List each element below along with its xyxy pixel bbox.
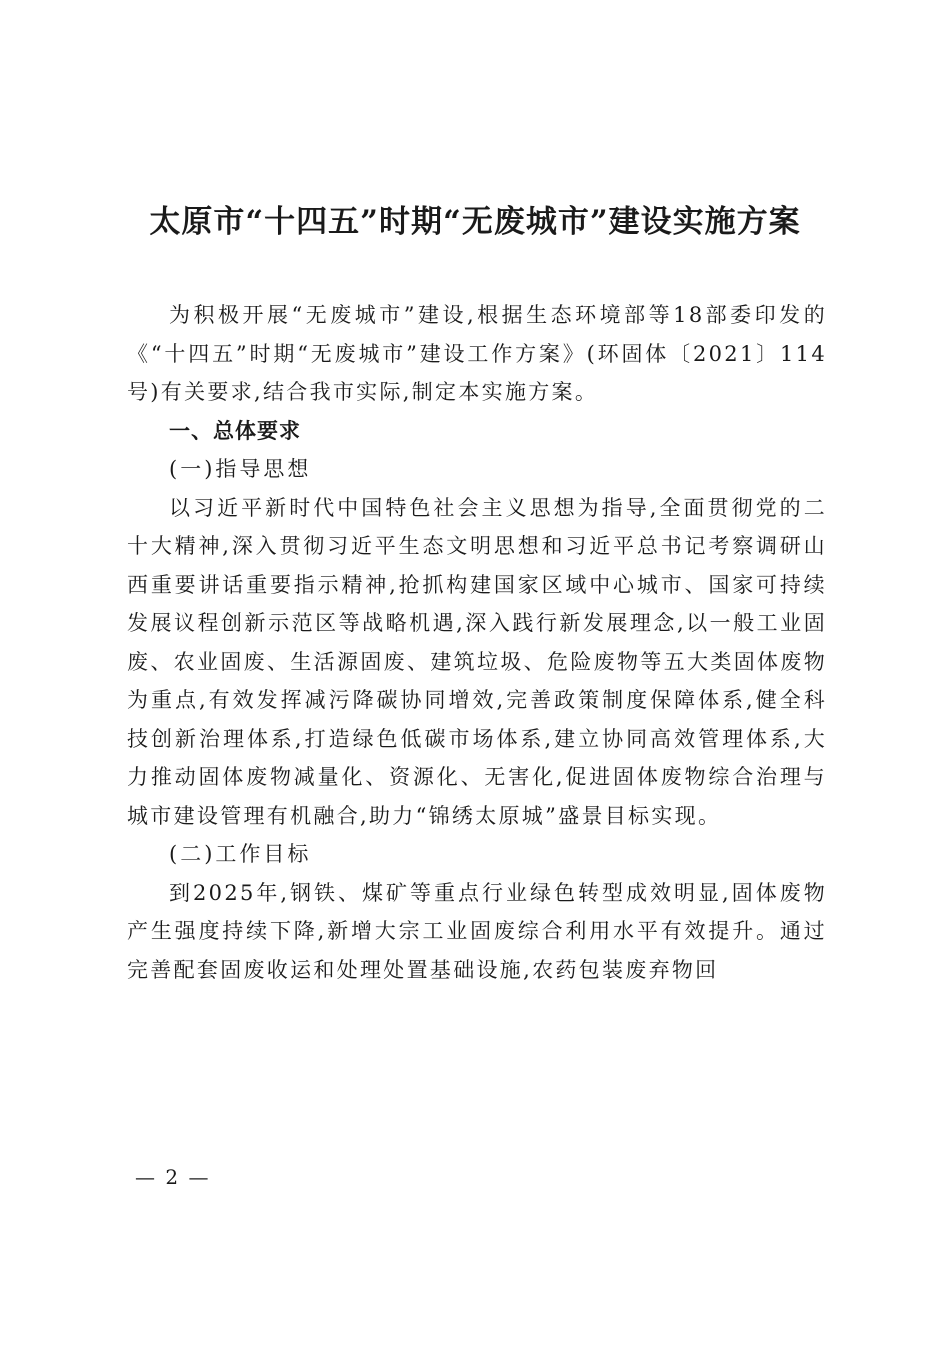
page-number: — 2 —: [135, 1165, 211, 1189]
section-heading: 一、总体要求: [169, 418, 301, 443]
intro-paragraph: 为积极开展“无废城市”建设,根据生态环境部等18部委印发的《“十四五”时期“无废城市”建设工作方案》(环固体〔2021〕114号)有关要求,结合我市实际,制定本实施方案。: [127, 303, 827, 404]
document-body: [127, 296, 827, 989]
work-goals-paragraph: 到2025年,钢铁、煤矿等重点行业绿色转型成效明显,固体废物产生强度持续下降,新增大宗工业固废综合利用水平有效提升。通过完善配套固废收运和处理处置基础设施,农药包装废弃物回: [127, 880, 827, 982]
document-title: 太原市“十四五”时期“无废城市”建设实施方案: [149, 204, 801, 240]
subsection-heading-work-goals: (二)工作目标: [169, 842, 312, 866]
guiding-thought-paragraph: 以习近平新时代中国特色社会主义思想为指导,全面贯彻党的二十大精神,深入贯彻习近平生态文明思想和习近平总书记考察调研山西重要讲话重要指示精神,抢抓构建国家区域中心城市、国家可持续发展议程创新示范区等战略机遇,深入践行新发展理念,以一般工业固废、农业固废、生活源固废、建筑垃圾、危险废物等五大类固体废物为重点,有效发挥减污降碳协同增效,完善政策制度保障体系,健全科技创新治理体系,打造绿色低碳市场体系,建立协同高效管理体系,大力推动固体废物减量化、资源化、无害化,促进固体废物综合治理与城市建设管理有机融合,助力“锦绣太原城”盛景目标实现。: [127, 495, 827, 828]
subsection-heading-guiding-thought: (一)指导思想: [169, 457, 312, 481]
